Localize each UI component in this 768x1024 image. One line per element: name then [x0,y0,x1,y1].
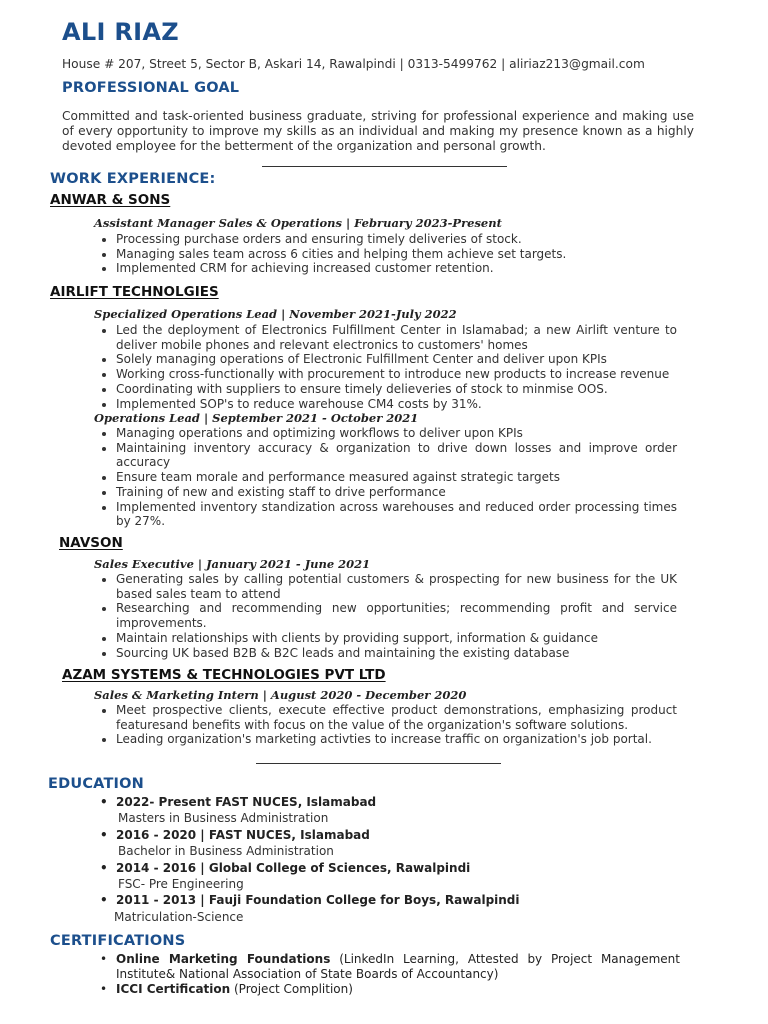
education-title: 2022- Present FAST NUCES, Islamabad [116,795,377,809]
list-item: • Managing sales team across 6 cities and helping them achieve set targets. [116,247,677,262]
certification-detail: (Project Complition) [230,982,353,996]
list-item [100,860,520,876]
role-bullets [100,703,677,747]
role-title: Specialized Operations Lead | November 2021-July 2022 [94,307,457,321]
education-detail: Matriculation-Science [114,909,244,924]
list-item: • Working cross-functionally with procurement to introduce new products to increase revenue [116,367,677,382]
list-item: • Training of new and existing staff to drive performance [116,485,677,500]
list-item: • Maintain relationships with clients by providing support, information & guidance [116,631,677,646]
bullet-icon: • [100,982,108,996]
list-item [100,982,680,997]
company-name: AZAM SYSTEMS & TECHNOLOGIES PVT LTD [62,667,386,683]
bullet-icon: • [100,952,108,966]
list-item: • Leading organization's marketing activties to increase traffic on organization's job portal. [116,732,677,747]
company-name: NAVSON [59,535,123,551]
role-bullets [100,232,677,276]
education-title: 2014 - 2016 | Global College of Sciences, Rawalpindi [116,860,471,875]
certifications-list [100,952,680,997]
list-item: • Implemented CRM for achieving increased customer retention. [116,261,677,276]
certification-name: ICCI Certification [116,982,231,996]
company-name: ANWAR & SONS [50,192,171,208]
list-item [100,952,680,982]
goal-text: Committed and task-oriented business graduate, striving for professional experience and making use of every opportunity to improve my skills as an individual and making my presence known as a highly devoted employee for the betterment of the organization and personal growth. [62,109,694,153]
bullet-icon: • [100,827,108,842]
certifications-heading: CERTIFICATIONS [50,933,186,949]
bullet-icon: • [100,893,108,908]
education-heading: EDUCATION [48,776,145,792]
work-experience-heading: WORK EXPERIENCE: [50,171,216,187]
list-item: • Coordinating with suppliers to ensure timely delieveries of stock to minmise OOS. [116,382,677,397]
education-detail: FSC- Pre Engineering [118,877,244,892]
list-item: • Researching and recommending new opportunities; recommending profit and service improvements. [116,601,677,630]
list-item: • Ensure team morale and performance measured against strategic targets [116,470,677,485]
company-name: AIRLIFT TECHNOLGIES [50,284,219,300]
list-item [100,892,520,908]
list-item: • Implemented inventory standization across warehouses and reduced order processing times by 27%. [116,500,677,529]
list-item: • Generating sales by calling potential customers & prospecting for new business for the UK based sales team to attend [116,572,677,601]
divider [262,166,507,167]
education-detail: Bachelor in Business Administration [118,844,334,859]
education-title: 2016 - 2020 | FAST NUCES, Islamabad [116,827,370,842]
role-title: Assistant Manager Sales & Operations | February 2023-Present [94,216,502,230]
list-item: • Maintaining inventory accuracy & organization to drive down losses and improve order accuracy [116,441,677,470]
certification-detail: (LinkedIn Learning, Attested by Project Management Institute& National Association of State Boards of Accountancy) [116,952,680,981]
list-item: • Processing purchase orders and ensuring timely deliveries of stock. [116,232,677,247]
education-title: 2011 - 2013 | Fauji Foundation College for Boys, Rawalpindi [116,893,520,908]
bullet-icon: • [100,860,108,875]
list-item: • Managing operations and optimizing workflows to deliver upon KPIs [116,426,677,441]
contact-line: House # 207, Street 5, Sector B, Askari 14, Rawalpindi | 0313-5499762 | aliriaz213@gmail.com [62,57,645,71]
education-list [100,794,520,925]
list-item [100,794,520,810]
list-item: • Meet prospective clients, execute effective product demonstrations, emphasizing product featuresand benefits with focus on the value of the organization's software solutions. [116,703,677,732]
list-item: • Sourcing UK based B2B & B2C leads and maintaining the existing database [116,646,677,661]
list-item: • Implemented SOP's to reduce warehouse CM4 costs by 31%. [116,397,677,412]
role-title: Sales Executive | January 2021 - June 2021 [94,557,371,571]
list-item: • Solely managing operations of Electronic Fulfillment Center and deliver upon KPIs [116,352,677,367]
role-title: Operations Lead | September 2021 - October 2021 [94,411,419,425]
list-item [100,827,520,843]
role-bullets [100,572,677,660]
role-bullets [100,426,677,529]
divider [256,763,501,764]
candidate-name: ALI RIAZ [62,18,179,46]
list-item: • Led the deployment of Electronics Fulfillment Center in Islamabad; a new Airlift venture to deliver mobile phones and relevant electronics to customers' homes [116,323,677,352]
certification-name: Online Marketing Foundations [116,952,331,966]
bullet-icon: • [100,795,108,809]
role-title: Sales & Marketing Intern | August 2020 - December 2020 [94,688,467,702]
education-detail: Masters in Business Administration [118,811,329,826]
goal-heading: PROFESSIONAL GOAL [62,80,240,96]
role-bullets [100,323,677,411]
